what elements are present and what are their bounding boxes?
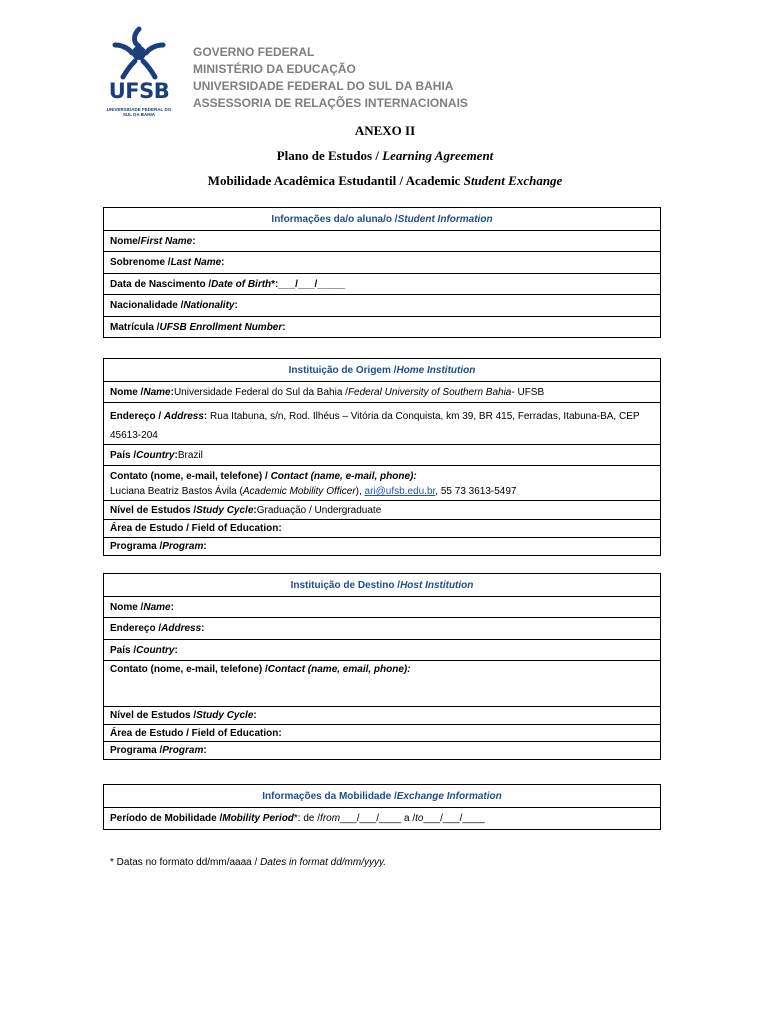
- institution-header: [193, 44, 468, 112]
- home-address-row: Endereço / Address: Rua Itabuna, s/n, Rod. Ilhéus – Vitória da Conquista, km 39, BR 415, Ferradas, Itabuna-BA, CEP 45613-204: [104, 402, 660, 444]
- enrollment-field[interactable]: Matrícula / UFSB Enrollment Number :: [104, 316, 660, 337]
- date-format-footnote: * Datas no formato dd/mm/aaaa / Dates in format dd/mm/yyyy.: [110, 857, 387, 868]
- plan-title: Plano de Estudos / Learning Agreement: [276, 148, 494, 163]
- header-line: ASSESSORIA DE RELAÇÕES INTERNACIONAIS: [193, 96, 468, 110]
- contact-email-link[interactable]: ari@ufsb.edu.br: [364, 486, 436, 497]
- home-program-field[interactable]: Programa / Program :: [104, 537, 660, 555]
- birth-date-field[interactable]: Data de Nascimento / Date of Birth *:___/___/_____: [104, 273, 660, 294]
- mobility-period-field[interactable]: Período de Mobilidade / Mobility Period *: de / from ___/___/____ a / to ___/___/____: [104, 807, 660, 829]
- header-line: MINISTÉRIO DA EDUCAÇÃO: [193, 62, 356, 76]
- last-name-field[interactable]: Sobrenome / Last Name :: [104, 251, 660, 273]
- table-header: Informações da Mobilidade / Exchange Information: [262, 790, 502, 802]
- home-country-row: País / Country : Brazil: [104, 444, 660, 465]
- table-header: Informações da/o aluna/o / Student Information: [271, 213, 493, 225]
- host-contact-field[interactable]: Contato (nome, e-mail, telefone) / Contact (name, email, phone):: [104, 660, 660, 706]
- host-cycle-field[interactable]: Nível de Estudos / Study Cycle :: [104, 706, 660, 724]
- table-header: Instituição de Origem / Home Institution: [288, 364, 476, 376]
- mobility-title: Mobilidade Acadêmica Estudantil / Academic Student Exchange: [207, 173, 563, 188]
- host-address-field[interactable]: Endereço / Address :: [104, 617, 660, 639]
- first-name-field[interactable]: Nome/ First Name :: [104, 230, 660, 251]
- host-program-field[interactable]: Programa / Program :: [104, 741, 660, 759]
- host-field-row[interactable]: Área de Estudo / Field of Education:: [104, 724, 660, 741]
- student-info-table: [103, 207, 661, 338]
- logo-text: UFSB: [108, 79, 170, 103]
- star-logo-icon: [109, 25, 169, 83]
- host-institution-table: [103, 573, 661, 760]
- home-cycle-row: Nível de Estudos / Study Cycle : Graduação / Undergraduate: [104, 500, 660, 519]
- nationality-field[interactable]: Nacionalidade / Nationality :: [104, 294, 660, 316]
- exchange-info-table: [103, 784, 661, 830]
- home-name-row: Nome / Name : Universidade Federal do Sul da Bahia / Federal University of Southern Bahia - UFSB: [104, 381, 660, 402]
- host-country-field[interactable]: País / Country :: [104, 639, 660, 660]
- table-header: Instituição de Destino / Host Institution: [290, 579, 474, 591]
- home-field-row: Área de Estudo / Field of Education:: [104, 519, 660, 537]
- home-institution-table: [103, 358, 661, 556]
- ufsb-logo: [103, 25, 175, 119]
- header-line: GOVERNO FEDERAL: [193, 45, 315, 59]
- home-contact-row: Contato (nome, e-mail, telefone) / Contact (name, e-mail, phone): Luciana Beatriz Bastos Ávila (Academic Mobility Officer), ari@ufsb.edu.br, 55 73 3613-5497: [104, 465, 660, 500]
- header-line: UNIVERSIDADE FEDERAL DO SUL DA BAHIA: [193, 79, 454, 93]
- logo-fine-print: UNIVERSIDADE FEDERAL DO SUL DA BAHIA: [106, 107, 172, 117]
- annex-title: ANEXO II: [354, 123, 416, 138]
- host-name-field[interactable]: Nome / Name :: [104, 596, 660, 617]
